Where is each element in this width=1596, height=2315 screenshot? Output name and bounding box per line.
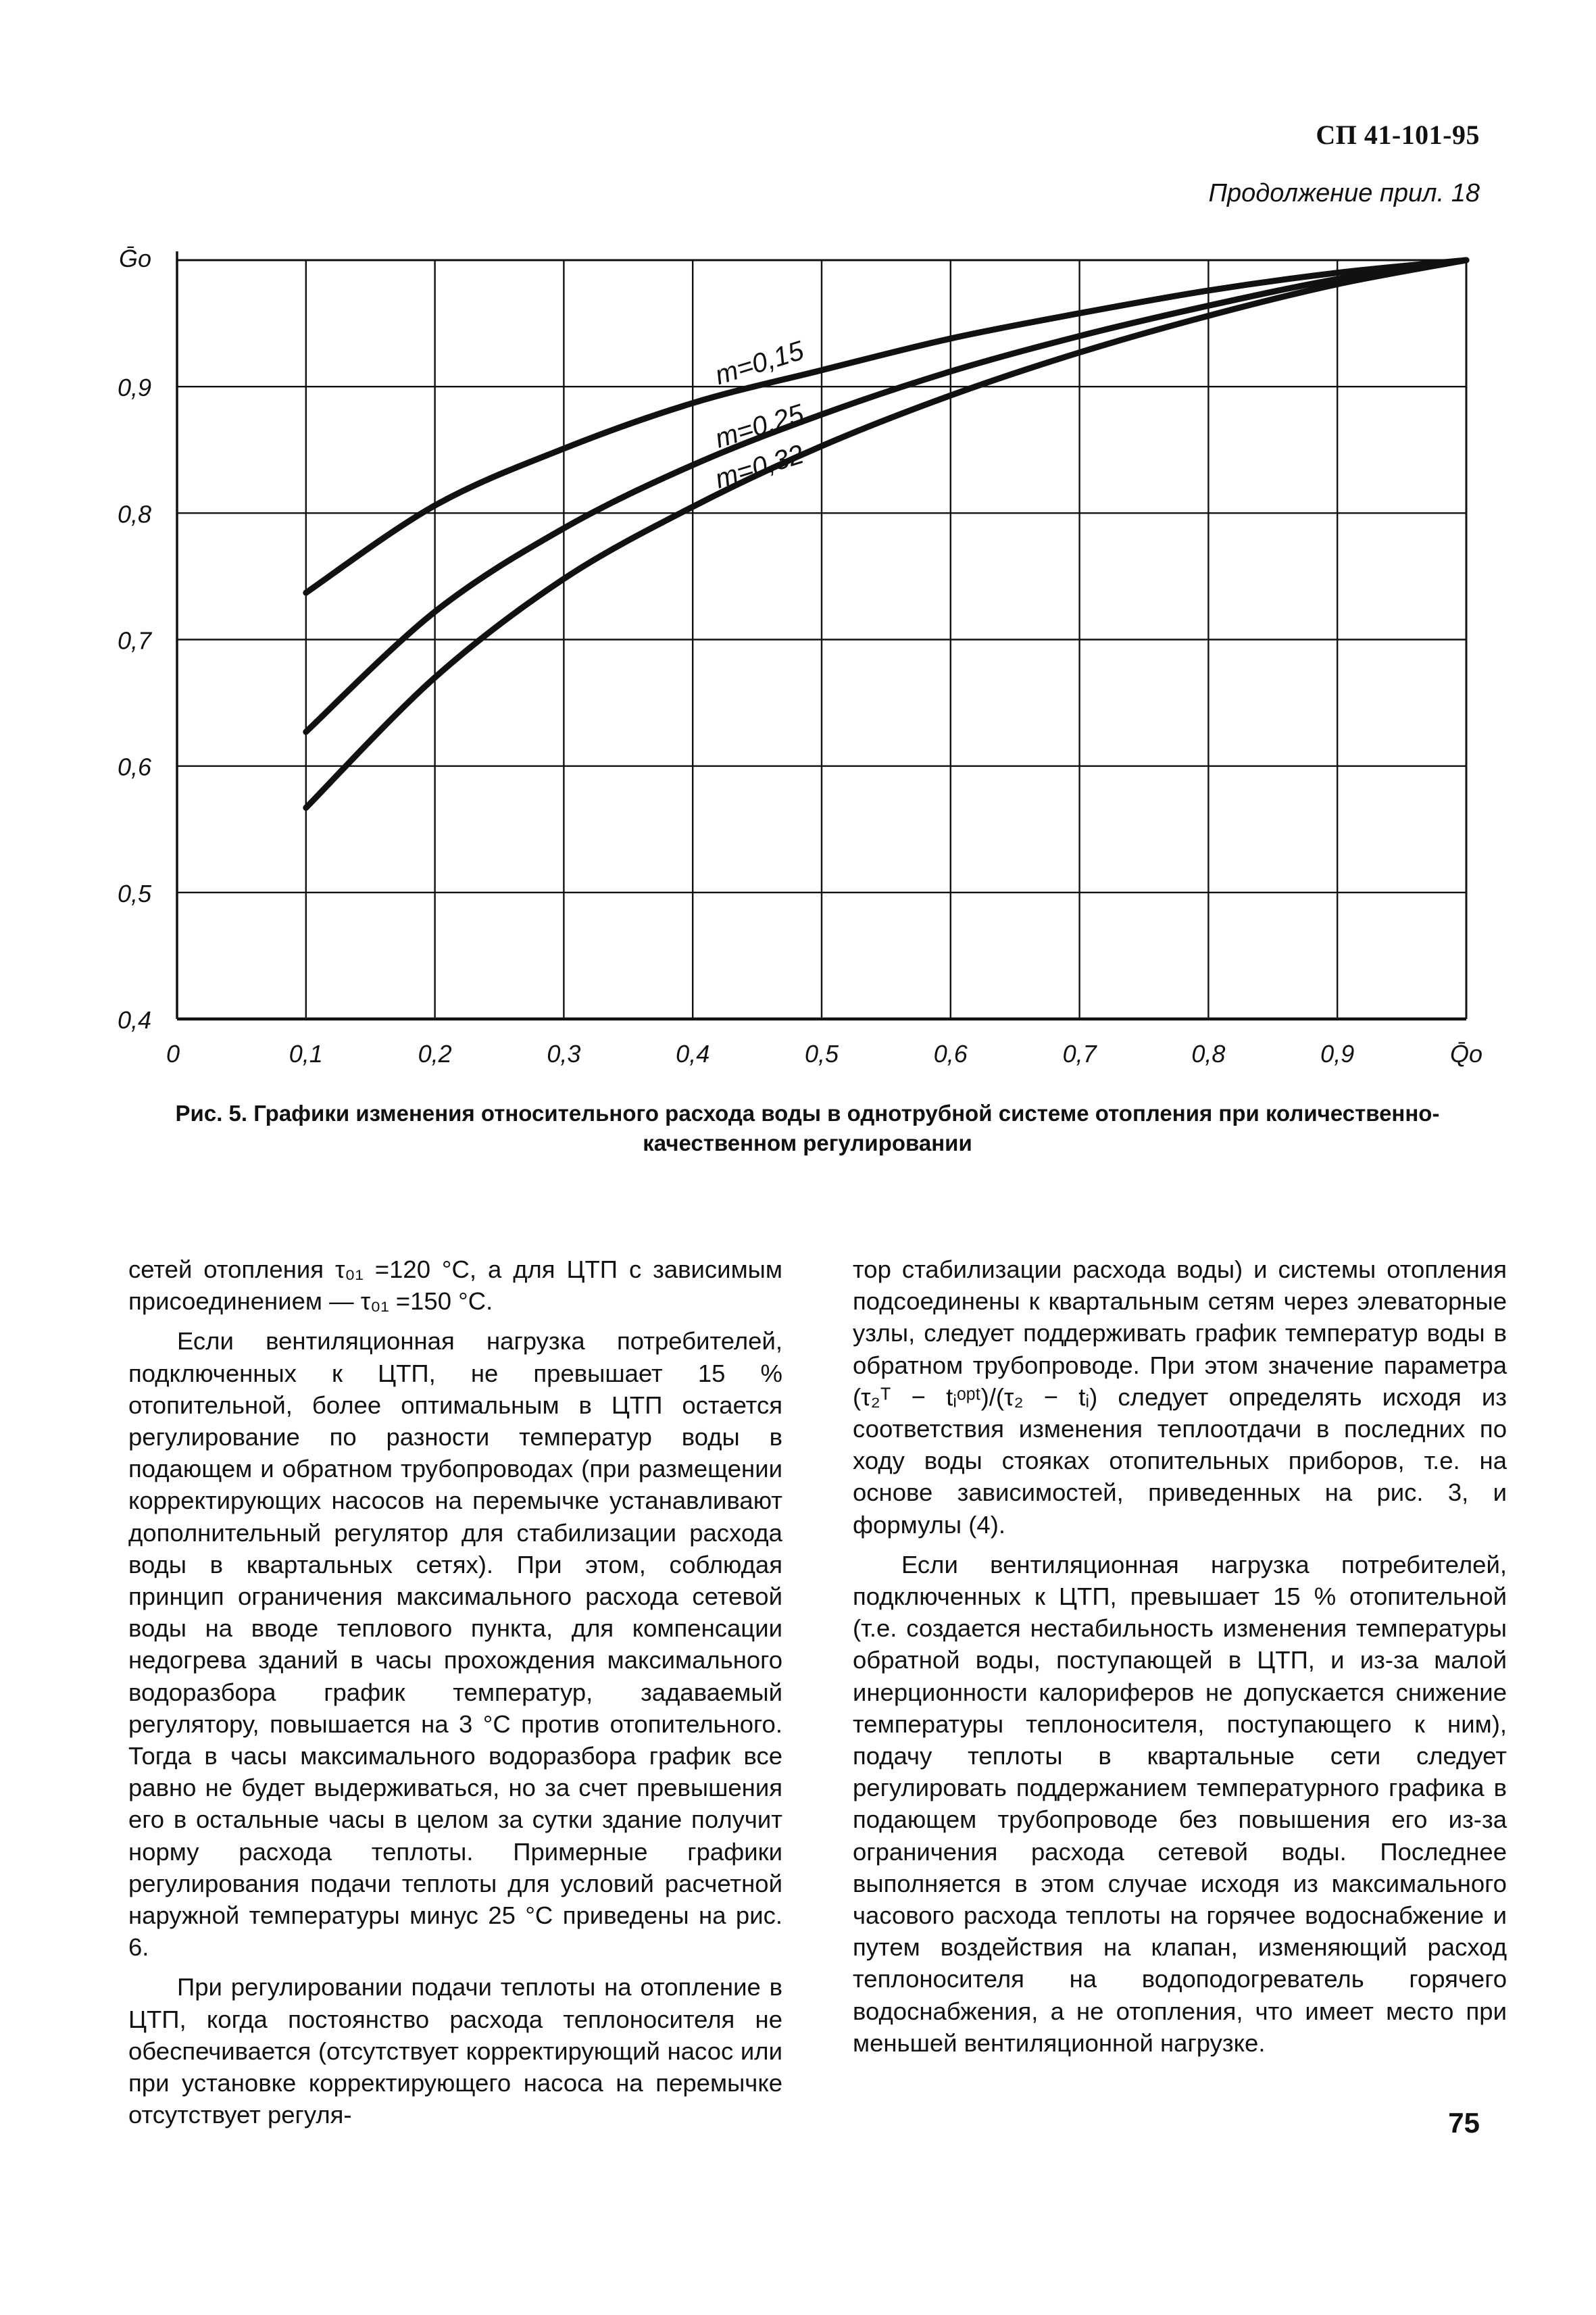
y-tick-label: 0,6 <box>117 753 151 781</box>
body-column-left <box>128 1253 782 2139</box>
y-tick-label: 0,8 <box>117 500 151 528</box>
chart-series <box>306 260 1466 807</box>
figure-caption: Рис. 5. Графики изменения относительного расхода воды в однотрубной системе отопления при количественно-качественном регулировании <box>175 1101 1440 1155</box>
page-number: 75 <box>1448 2107 1480 2139</box>
y-tick-label: Ḡo <box>118 245 151 272</box>
series-label: m=0,25 <box>712 399 807 454</box>
document-code: СП 41-101-95 <box>1316 120 1480 150</box>
x-tick-label: 0,7 <box>1062 1040 1097 1068</box>
paragraph: При регулировании подачи теплоты на отопление в ЦТП, когда постоянство расхода теплоносителя не обеспечивается (отсутствует корректирующий насос или при установке корректирующего насоса на перемычке отсутствует регуля- <box>128 1973 782 2129</box>
x-tick-label: Q̄o <box>1449 1040 1483 1068</box>
series-label: m=0,15 <box>712 335 807 391</box>
y-tick-label: 0,4 <box>117 1006 151 1034</box>
x-tick-label: 0,1 <box>289 1040 323 1068</box>
body-column-right <box>853 1253 1507 2067</box>
appendix-continuation: Продолжение прил. 18 <box>1208 179 1480 207</box>
series-line-025 <box>306 260 1466 732</box>
x-tick-label: 0,4 <box>676 1040 710 1068</box>
x-tick-label: 0,9 <box>1320 1040 1355 1068</box>
series-line-032 <box>306 260 1466 807</box>
x-tick-label: 0,2 <box>418 1040 452 1068</box>
paragraph: тор стабилизации расхода воды) и системы отопления подсоединены к квартальным сетям через элеваторные узлы, следует поддерживать график температур воды в обратном трубопроводе. При этом значение параметра (τ₂ᵀ − tᵢᵒᵖᵗ)/(τ₂ − tᵢ) следует определять исходя из соответствия изменения теплоотдачи в последних по ходу воды стояках отопительных приборов, т.е. на основе зависимостей, приведенных на рис. 3, и формулы (4). <box>853 1255 1507 1539</box>
paragraph: Если вентиляционная нагрузка потребителей, подключенных к ЦТП, превышает 15 % отопительной (т.е. создается нестабильность изменения температуры обратной воды, поступающей в ЦТП, и из-за малой инерционности калориферов не допускается снижение температуры теплоносителя, поступающего к ним), подачу теплоты в квартальные сети следует регулировать поддержанием температурного графика в подающем трубопроводе без повышения его из-за ограничения расхода сетевой воды. Последнее выполняется в этом случае исходя из максимального часового расхода теплоты на горячее водоснабжение и путем воздействия на клапан, изменяющий расход теплоносителя на водоподогреватель горячего водоснабжения, а не отопления, что имеет место при меньшей вентиляционной нагрузке. <box>853 1550 1507 2057</box>
x-tick-label: 0,3 <box>547 1040 581 1068</box>
figure-5-chart <box>0 0 1596 1095</box>
series-line-015 <box>306 260 1466 593</box>
paragraph: сетей отопления τ₀₁ =120 °С, а для ЦТП с зависимым присоединением — τ₀₁ =150 °С. <box>128 1255 782 1316</box>
chart-series-labels <box>712 336 807 495</box>
paragraph: Если вентиляционная нагрузка потребителей, подключенных к ЦТП, не превышает 15 % отопительной, более оптимальным в ЦТП остается регулирование по разности температур воды в подающем и обратном трубопроводах (при размещении корректирующих насосов на перемычке устанавливают дополнительный регулятор для стабилизации расхода воды в квартальных сетях). При этом, соблюдая принцип ограничения максимального расхода сетевой воды на вводе теплового пункта, для компенсации недогрева зданий в часы прохождения максимального водоразбора график температур, задаваемый регулятору, повышается на 3 °С против отопительного. Тогда в часы максимального водоразбора график все равно не будет выдерживаться, но за счет превышения его в остальные часы в целом за сутки здание получит норму расхода теплоты. Примерные графики регулирования подачи теплоты для условий расчетной наружной температуры минус 25 °С приведены на рис. 6. <box>128 1327 782 1962</box>
y-tick-label: 0,7 <box>117 626 151 655</box>
x-tick-label: 0,6 <box>933 1040 968 1068</box>
y-tick-label: 0,9 <box>117 374 151 402</box>
series-label: m=0,32 <box>712 439 807 495</box>
x-tick-label: 0 <box>166 1040 180 1068</box>
x-tick-label: 0,5 <box>804 1040 839 1068</box>
y-tick-label: 0,5 <box>117 879 151 907</box>
chart-tick-labels <box>118 245 1482 1068</box>
chart-grid <box>177 260 1466 1019</box>
x-tick-label: 0,8 <box>1191 1040 1226 1068</box>
